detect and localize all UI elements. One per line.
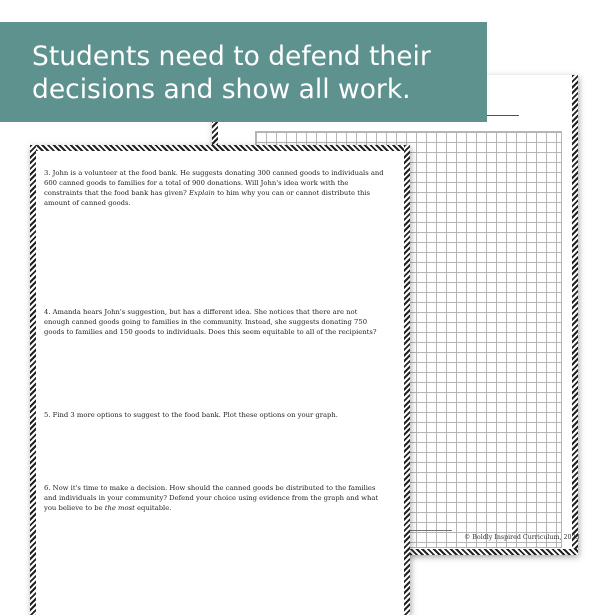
banner-line-2: decisions and show all work. — [32, 74, 411, 105]
question-6-emphasis: the most — [104, 504, 135, 512]
question-5: 5. Find 3 more options to suggest to the food bank. Plot these options on your graph. — [44, 411, 338, 419]
question-3 — [44, 168, 384, 208]
question-3-emphasis: Explain — [189, 189, 215, 197]
question-3-text-end: to him why you can or cannot distribute this amount of canned goods. — [44, 189, 370, 207]
question-4: 4. Amanda hears John's suggestion, but has a different idea. She notices that there are not enough canned goods going to families in the community. Instead, she suggests donating 750 goods to families and 150 goods to individuals. Does this seem equitable to all of the recipients? — [44, 308, 377, 336]
question-6-text: 6. Now it's time to make a decision. How should the canned goods be distributed to the families and individuals in your community? Defend your choice using evidence from the graph and what you believe to be — [44, 484, 379, 512]
graph-page-right-border — [572, 75, 578, 549]
banner-line-1: Students need to defend their — [32, 41, 431, 72]
headline-banner — [0, 22, 487, 122]
question-6 — [44, 483, 384, 513]
worksheet-right-border — [404, 145, 410, 615]
question-3-text: 3. John is a volunteer at the food bank. He suggests donating 300 canned goods to individuals and 600 canned goods to families for a total of 900 donations. Will John's idea work with the constraints that the food bank has given? — [44, 169, 384, 197]
worksheet-left-border — [30, 145, 36, 615]
worksheet-page — [30, 145, 410, 615]
name-line — [487, 115, 519, 116]
question-6-text-end: equitable. — [134, 504, 172, 512]
copyright-text: © Boldly Inspired Curriculum, 2023 — [464, 534, 580, 541]
worksheet-top-border — [30, 145, 410, 151]
